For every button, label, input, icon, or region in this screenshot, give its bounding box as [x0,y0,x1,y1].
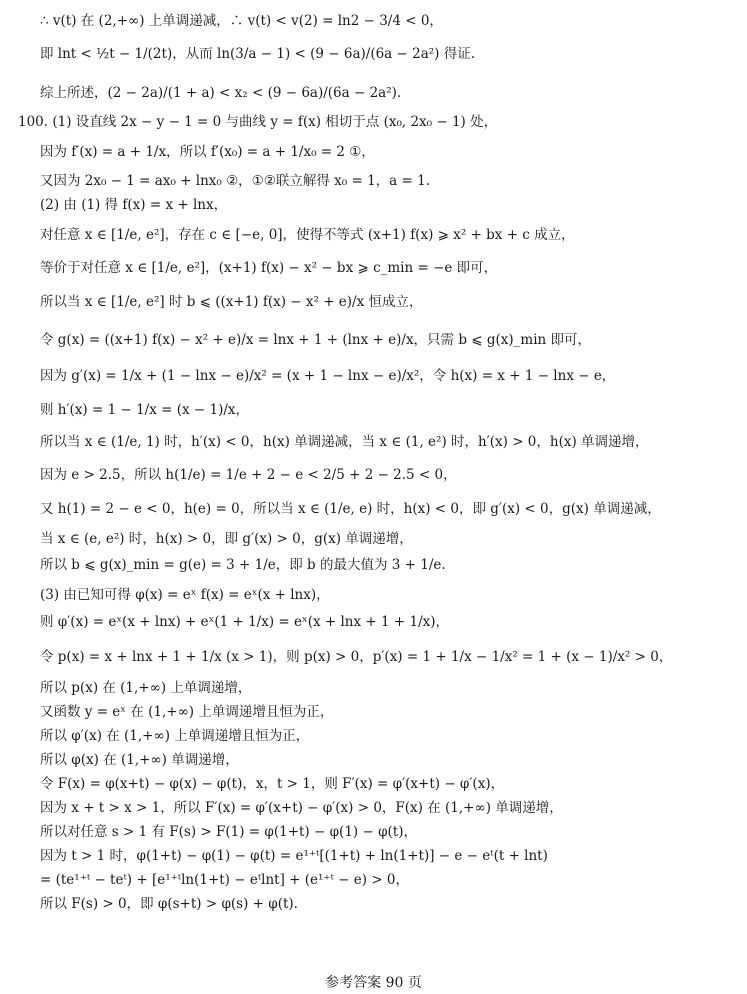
solution-line: 令 p(x) = x + lnx + 1 + 1/x (x > 1)，则 p(x) > 0，p′(x) = 1 + 1/x − 1/x² = 1 + (x − 1)/x² > 0， [40,649,673,665]
solution-line: 当 x ∈ (e, e²) 时，h(x) > 0，即 g′(x) > 0，g(x) 单调递增， [40,531,413,547]
solution-line: (3) 由已知可得 φ(x) = eˣ f(x) = eˣ(x + lnx)， [40,587,330,603]
solution-line: ∴ v(t) 在 (2,+∞) 上单调递减，∴ v(t) < v(2) = ln2 − 3/4 < 0， [40,13,443,29]
solution-line: 综上所述，(2 − 2a)/(1 + a) < x₂ < (9 − 6a)/(6a − 2a²). [40,85,402,101]
solution-line: 所以当 x ∈ [1/e, e²] 时 b ⩽ ((x+1) f(x) − x² + e)/x 恒成立， [40,294,423,310]
solution-line: 所以对任意 s > 1 有 F(s) > F(1) = φ(1+t) − φ(1) − φ(t)， [40,824,417,840]
solution-line: 所以 b ⩽ g(x)_min = g(e) = 3 + 1/e，即 b 的最大值为 3 + 1/e. [40,557,446,573]
solution-line: (2) 由 (1) 得 f(x) = x + lnx， [40,197,228,213]
solution-line: 所以 F(s) > 0，即 φ(s+t) > φ(s) + φ(t). [40,896,298,912]
solution-line: 所以当 x ∈ (1/e, 1) 时，h′(x) < 0，h(x) 单调递减，当 x ∈ (1, e²) 时，h′(x) > 0，h(x) 单调递增， [40,434,649,450]
solution-line: 即 lnt < ½t − 1/(2t)，从而 ln(3/a − 1) < (9 − 6a)/(6a − 2a²) 得证. [40,46,476,62]
solution-line: = (te¹⁺ᵗ − teᵗ) + [e¹⁺ᵗln(1+t) − eᵗlnt] + (e¹⁺ᵗ − e) > 0， [40,872,410,888]
solution-line: 所以 φ(x) 在 (1,+∞) 单调递增， [40,752,239,768]
solution-line: 对任意 x ∈ [1/e, e²]，存在 c ∈ [−e, 0]，使得不等式 (x+1) f(x) ⩾ x² + bx + c 成立， [40,227,575,243]
solution-line: 又函数 y = eˣ 在 (1,+∞) 上单调递增且恒为正， [40,704,334,720]
solution-line: 所以 φ′(x) 在 (1,+∞) 上单调递增且恒为正， [40,728,310,744]
solution-line: 又因为 2x₀ − 1 = ax₀ + lnx₀ ②，①②联立解得 x₀ = 1，a = 1. [40,173,431,189]
solution-line: 则 h′(x) = 1 − 1/x = (x − 1)/x， [40,402,250,418]
solution-line: 因为 e > 2.5，所以 h(1/e) = 1/e + 2 − e < 2/5 + 2 − 2.5 < 0， [40,467,457,483]
solution-line: 因为 t > 1 时，φ(1+t) − φ(1) − φ(t) = e¹⁺ᵗ[(1+t) + ln(1+t)] − e − eᵗ(t + lnt) [40,848,548,864]
problem-100-heading: 100. (1) 设直线 2x − y − 1 = 0 与曲线 y = f(x) 相切于点 (x₀, 2x₀ − 1) 处， [18,114,498,130]
page-footer: 参考答案 90 页 [325,975,422,991]
solution-line: 所以 p(x) 在 (1,+∞) 上单调递增， [40,680,252,696]
solution-line: 等价于对任意 x ∈ [1/e, e²]，(x+1) f(x) − x² − bx ⩾ c_min = −e 即可， [40,260,498,276]
solution-line: 令 F(x) = φ(x+t) − φ(x) − φ(t)，x，t > 1，则 F′(x) = φ′(x+t) − φ′(x)， [40,776,505,792]
solution-line: 因为 x + t > x > 1，所以 F′(x) = φ′(x+t) − φ′(x) > 0，F(x) 在 (1,+∞) 单调递增， [40,800,563,816]
solution-line: 因为 f′(x) = a + 1/x，所以 f′(x₀) = a + 1/x₀ = 2 ①， [40,144,375,160]
solution-line: 令 g(x) = ((x+1) f(x) − x² + e)/x = lnx + 1 + (lnx + e)/x，只需 b ⩽ g(x)_min 即可， [40,332,592,348]
solution-line: 又 h(1) = 2 − e < 0，h(e) = 0，所以当 x ∈ (1/e, e) 时，h(x) < 0，即 g′(x) < 0，g(x) 单调递减， [40,501,661,517]
solution-line: 则 φ′(x) = eˣ(x + lnx) + eˣ(1 + 1/x) = eˣ(x + lnx + 1 + 1/x)， [40,614,450,630]
solution-line: 因为 g′(x) = 1/x + (1 − lnx − e)/x² = (x + 1 − lnx − e)/x²，令 h(x) = x + 1 − lnx − e， [40,368,616,384]
